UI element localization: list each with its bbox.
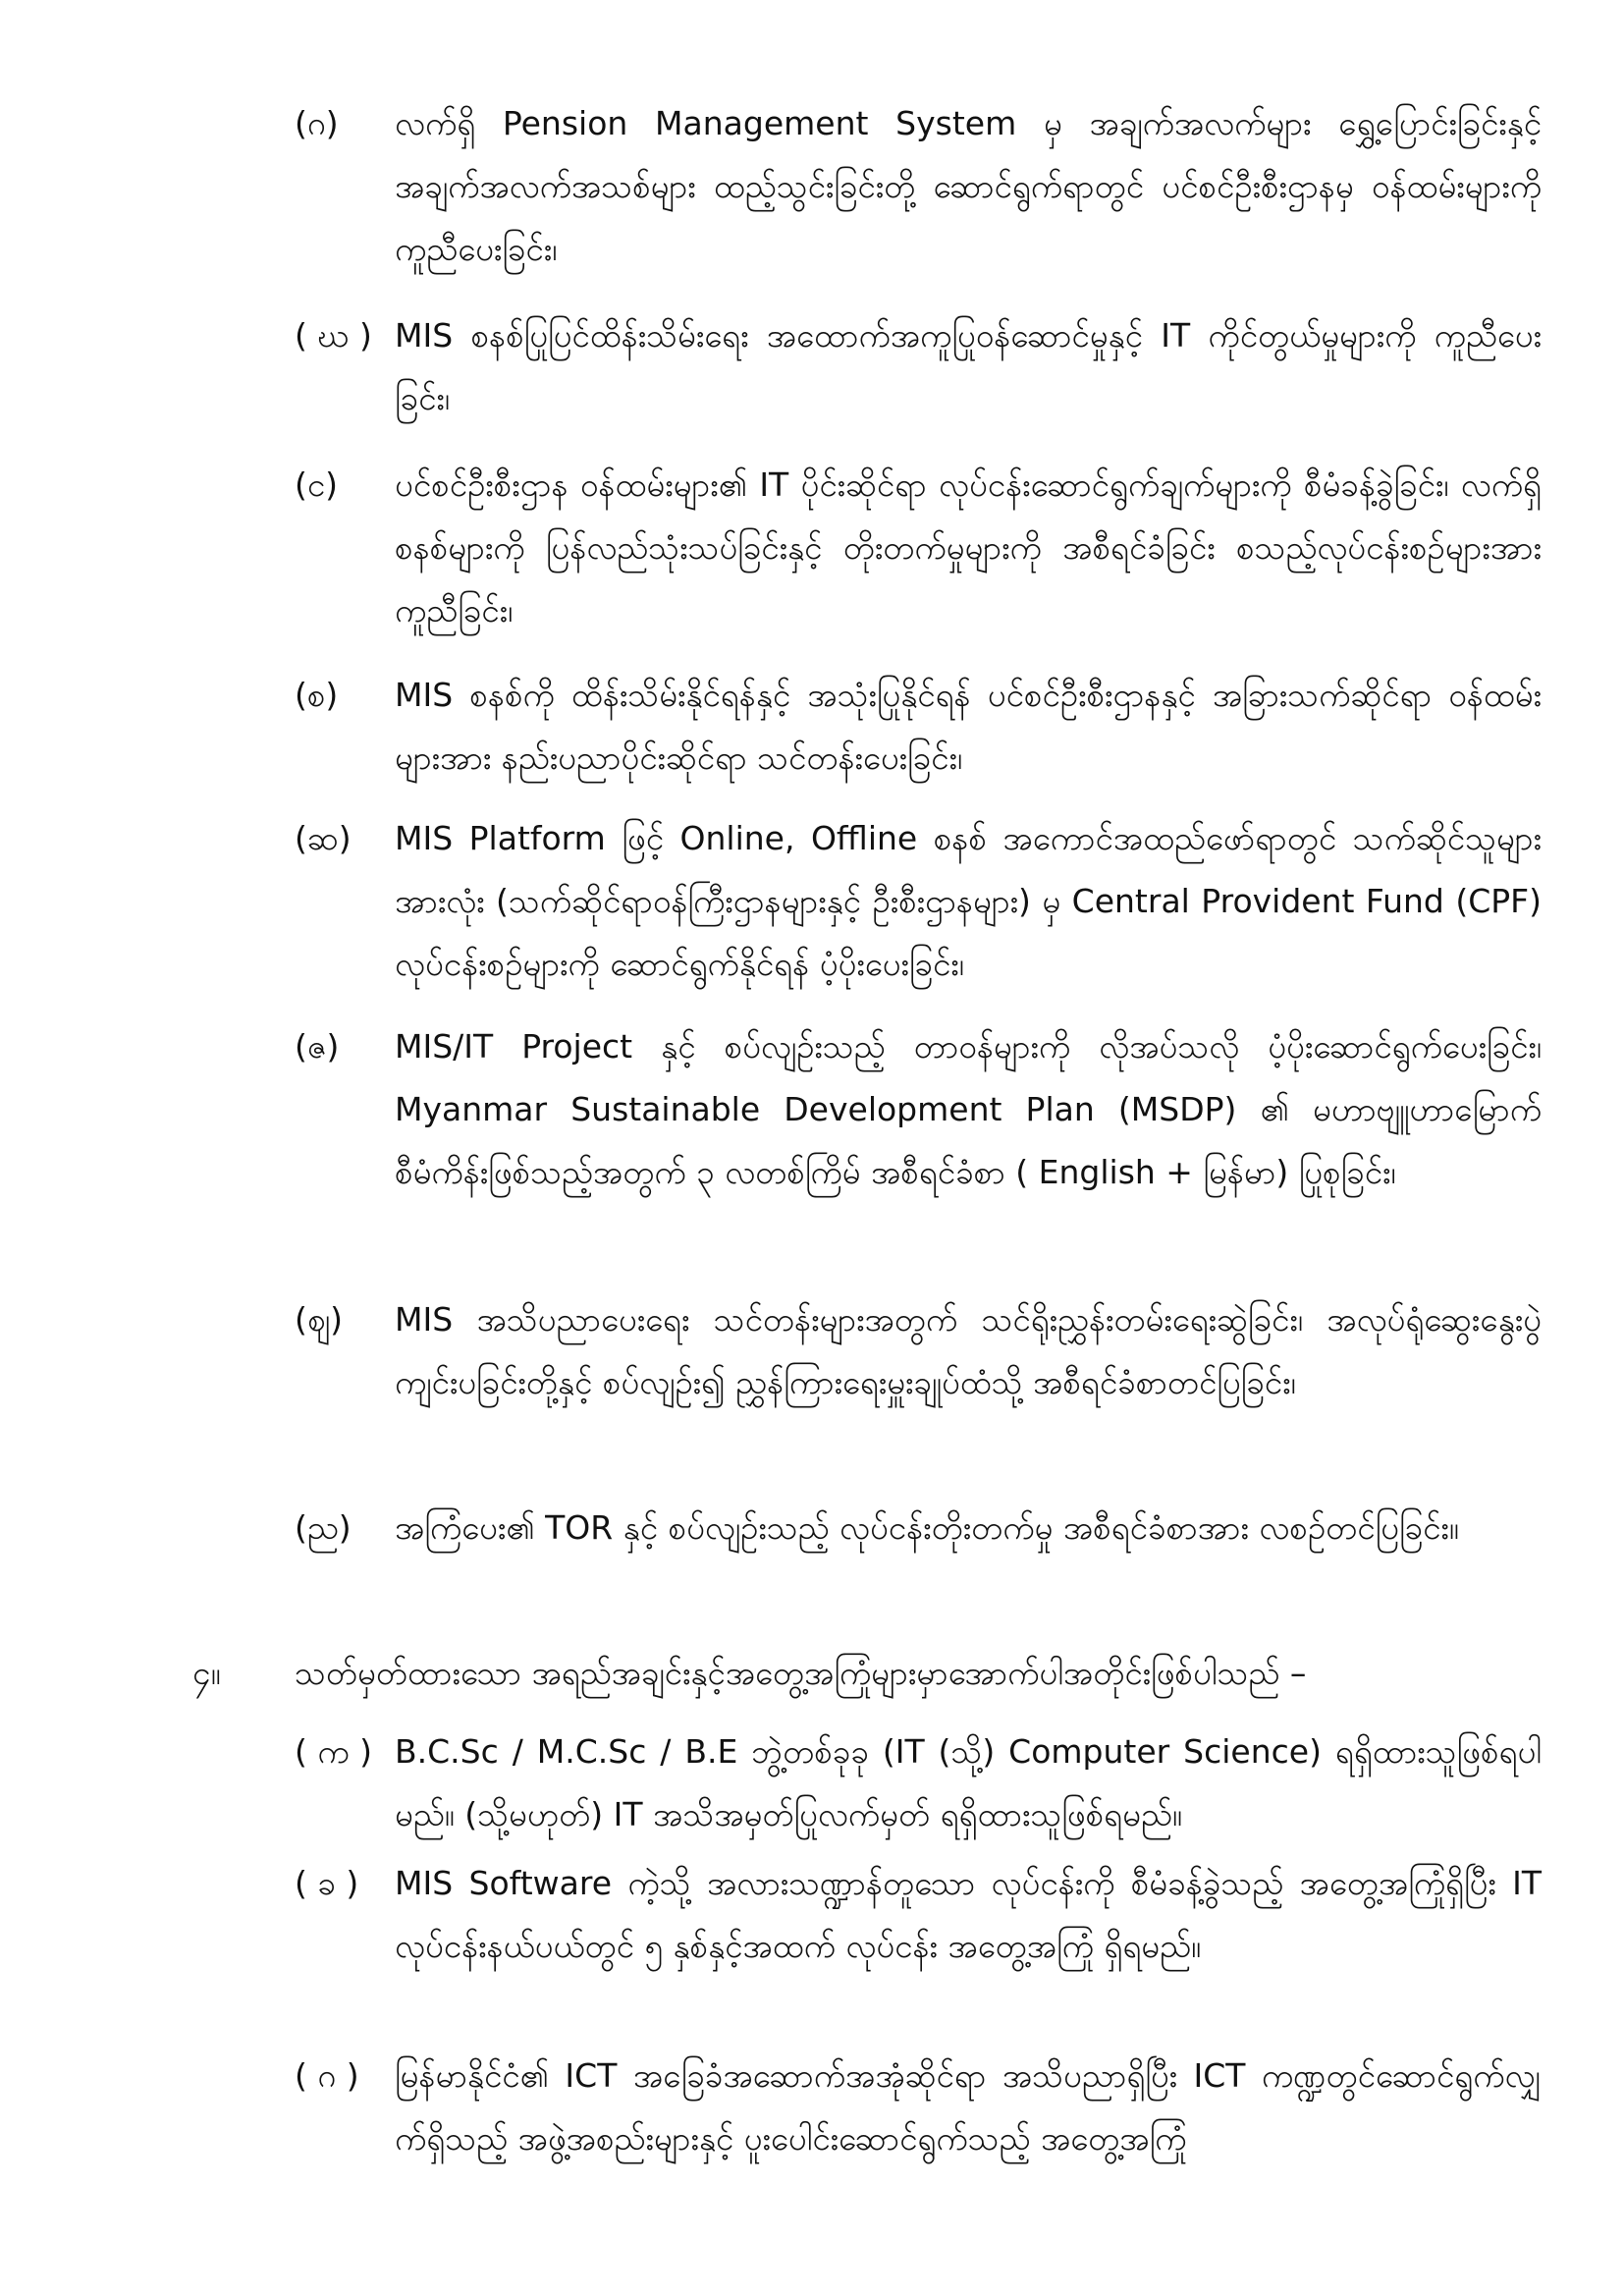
item-text: ပင်စင်ဦးစီးဌာန ဝန်ထမ်းများ၏ IT ပိုင်းဆိုင်ရာ လုပ်ငန်းဆောင်ရွက်ချက်များကို စီမံခန့်ခွဲခြင်း၊ လက်ရှိစနစ်များကို ပြန်လည်သုံးသပ်ခြင်းနှင့် တိုးတက်မှုများကို အစီရင်ခံခြင်း စသည့်လုပ်ငန်းစဉ်များအား ကူညီခြင်း၊ <box>395 465 1542 629</box>
item-label: ( ခ ) <box>295 1864 359 1902</box>
item-label: (စ) <box>295 676 339 714</box>
item-text: MIS အသိပညာပေးရေး သင်တန်းများအတွက် သင်ရိုးညွှန်းတမ်းရေးဆွဲခြင်း၊ အလုပ်ရုံဆွေးနွေးပွဲကျင်းပခြင်းတို့နှင့် စပ်လျဉ်း၍ ညွှန်ကြားရေးမှူးချုပ်ထံသို့ အစီရင်ခံစာတင်ပြခြင်း၊ <box>395 1300 1542 1401</box>
item-label: (ဇ) <box>295 1027 340 1066</box>
item-label: (ဂ) <box>295 104 339 142</box>
item-label: (ဆ) <box>295 819 352 857</box>
item-text: MIS/IT Project နှင့် စပ်လျဉ်းသည့် တာဝန်များကို လိုအပ်သလို ပံ့ပိုးဆောင်ရွက်ပေးခြင်း၊ Myanmar Sustainable Development Plan (MSDP) ၏ မဟာဗျူဟာမြောက် စီမံကိန်းဖြစ်သည့်အတွက် ၃ လတစ်ကြိမ် အစီရင်ခံစာ ( English + မြန်မာ) ပြုစုခြင်း၊ <box>395 1027 1542 1191</box>
section-text: သတ်မှတ်ထားသော အရည်အချင်းနှင့်အတွေ့အကြုံများမှာအောက်ပါအတိုင်းဖြစ်ပါသည် – <box>295 1654 1307 1692</box>
item-text: အကြံပေး၏ TOR နှင့် စပ်လျဉ်းသည့် လုပ်ငန်းတိုးတက်မှု အစီရင်ခံစာအား လစဉ်တင်ပြခြင်း။ <box>395 1508 1459 1547</box>
item-label: ( ဃ ) <box>295 316 372 355</box>
item-text: MIS စနစ်ပြုပြင်ထိန်းသိမ်းရေး အထောက်အကူပြုဝန်ဆောင်မှုနှင့် IT ကိုင်တွယ်မှုများကို ကူညီပေးခြင်း၊ <box>395 316 1542 417</box>
item-text: MIS စနစ်ကို ထိန်းသိမ်းနိုင်ရန်နှင့် အသုံးပြုနိုင်ရန် ပင်စင်ဦးစီးဌာနနှင့် အခြားသက်ဆိုင်ရာ ဝန်ထမ်းများအား နည်းပညာပိုင်းဆိုင်ရာ သင်တန်းပေးခြင်း၊ <box>395 676 1542 777</box>
item-label: ( ဂ ) <box>295 2056 359 2095</box>
section-number: ၄။ <box>192 1654 221 1692</box>
item-text: B.C.Sc / M.C.Sc / B.E ဘွဲ့တစ်ခုခု (IT (သို့) Computer Science) ရရှိထားသူဖြစ်ရပါမည်။ (သို့မဟုတ်) IT အသိအမှတ်ပြုလက်မှတ် ရရှိထားသူဖြစ်ရမည်။ <box>395 1732 1542 1833</box>
item-text: မြန်မာနိုင်ငံ၏ ICT အခြေခံအဆောက်အအုံဆိုင်ရာ အသိပညာရှိပြီး ICT ကဏ္ဍတွင်ဆောင်ရွက်လျှက်ရှိသည့် အဖွဲ့အစည်းများနှင့် ပူးပေါင်းဆောင်ရွက်သည့် အတွေ့အကြုံ <box>395 2056 1542 2158</box>
item-text: MIS Platform ဖြင့် Online, Offline စနစ် အကောင်အထည်ဖော်ရာတွင် သက်ဆိုင်သူများအားလုံး (သက်ဆိုင်ရာဝန်ကြီးဌာနများနှင့် ဦးစီးဌာနများ) မှ Central Provident Fund (CPF) လုပ်ငန်းစဉ်များကို ဆောင်ရွက်နိုင်ရန် ပံ့ပိုးပေးခြင်း၊ <box>395 819 1542 983</box>
item-label: (ည) <box>295 1508 352 1547</box>
item-text: MIS Software ကဲ့သို့ အလားသဏ္ဍာန်တူသော လုပ်ငန်းကို စီမံခန့်ခွဲသည့် အတွေ့အကြုံရှိပြီး IT လုပ်ငန်းနယ်ပယ်တွင် ၅ နှစ်နှင့်အထက် လုပ်ငန်း အတွေ့အကြုံ ရှိရမည်။ <box>395 1864 1542 1965</box>
item-text: လက်ရှိ Pension Management System မှ အချက်အလက်များ ရွှေ့ပြောင်းခြင်းနှင့် အချက်အလက်အသစ်များ ထည့်သွင်းခြင်းတို့ ဆောင်ရွက်ရာတွင် ပင်စင်ဦးစီးဌာနမှ ဝန်ထမ်းများကို ကူညီပေးခြင်း၊ <box>395 104 1542 268</box>
item-label: (င) <box>295 465 339 504</box>
item-label: ( က ) <box>295 1732 373 1771</box>
item-label: (ဈ) <box>295 1300 343 1339</box>
